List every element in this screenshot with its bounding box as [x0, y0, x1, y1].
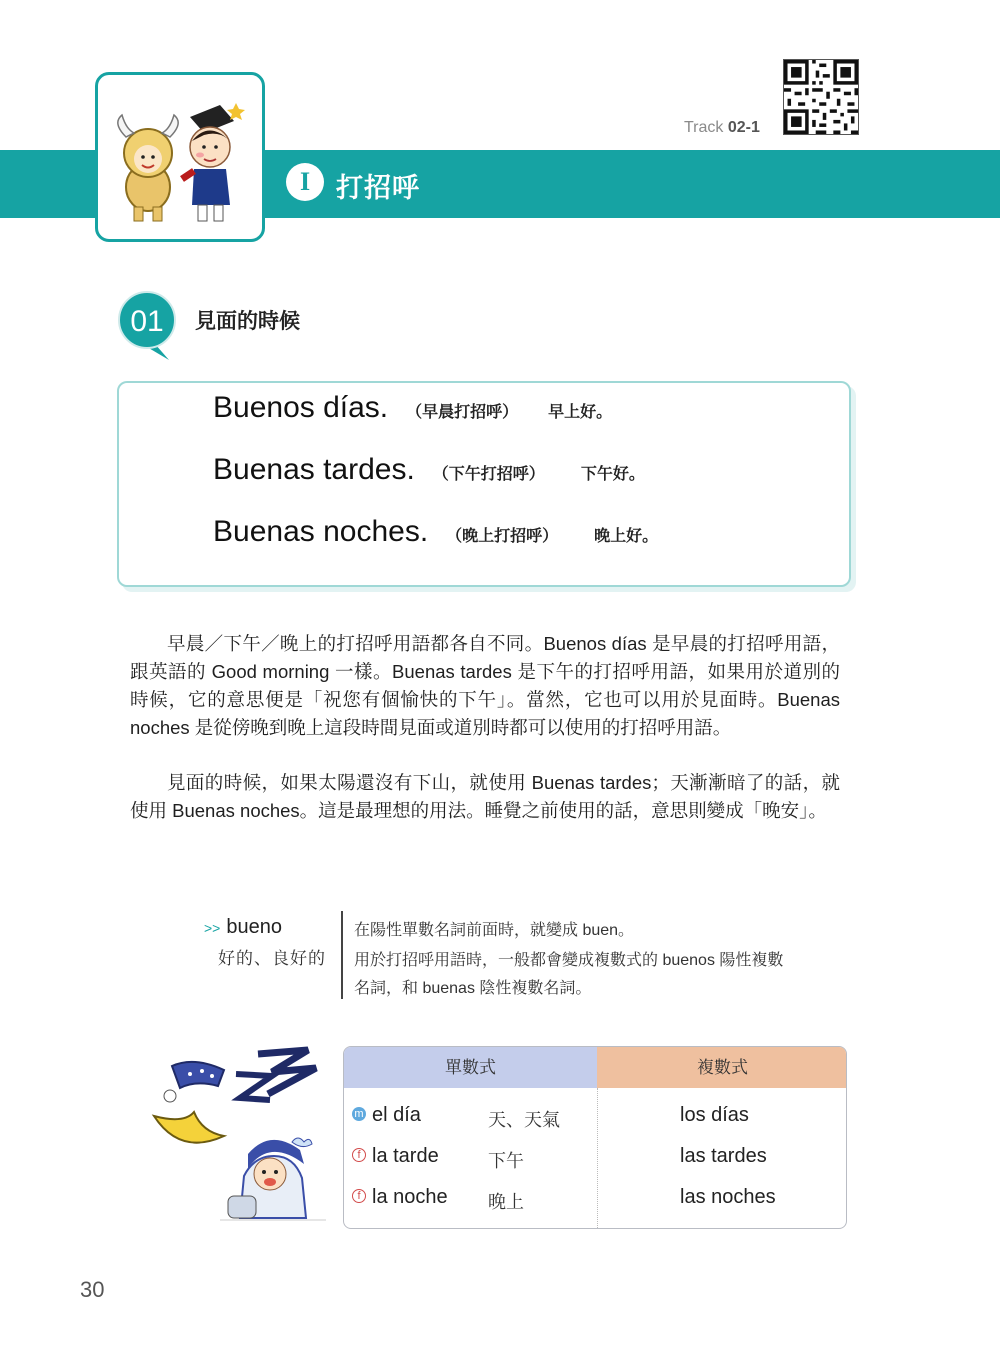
feminine-gender-icon: f: [352, 1189, 366, 1203]
phrase-note: （下午打招呼）: [432, 466, 545, 483]
table-row-plural: los días: [680, 1104, 749, 1126]
qr-code[interactable]: [783, 59, 859, 135]
page-number: 30: [80, 1277, 105, 1302]
phrase-translation: 下午好。: [580, 466, 645, 483]
phrase-translation: 早上好。: [548, 404, 613, 421]
table-header-singular: 單數式: [344, 1047, 597, 1088]
mascot-illustration-frame: [95, 72, 265, 242]
vocab-word: >> bueno: [204, 916, 282, 938]
table-row-meaning: 天、天氣: [488, 1110, 560, 1130]
table-row-singular: f la noche: [352, 1186, 448, 1209]
table-row-plural: las noches: [680, 1186, 776, 1208]
sleeping-moon-illustration: [140, 1046, 330, 1224]
phrase-row: [213, 515, 658, 549]
table-row-singular: m el día: [352, 1104, 421, 1127]
section-numeral-badge: I: [286, 163, 324, 201]
noun-forms-table: [343, 1046, 847, 1229]
table-column-divider: [597, 1088, 598, 1229]
qr-code-icon: [784, 60, 858, 134]
subsection-number: 01: [130, 305, 164, 338]
table-row-plural: las tardes: [680, 1145, 767, 1167]
phrase-note: （早晨打招呼）: [406, 404, 519, 421]
table-row-singular: f la tarde: [352, 1145, 439, 1168]
track-label: Track 02-1: [684, 119, 760, 136]
subsection-title: 見面的時候: [195, 310, 300, 333]
vocab-note-line: 在陽性單數名詞前面時，就變成 buen。: [354, 922, 635, 939]
phrase-note: （晚上打招呼）: [446, 528, 559, 545]
phrase-row: [213, 391, 612, 425]
masculine-gender-icon: m: [352, 1107, 366, 1121]
table-header-plural: 複數式: [597, 1047, 847, 1088]
feminine-gender-icon: f: [352, 1148, 366, 1162]
vocab-arrow-icon: >>: [204, 920, 221, 936]
phrase-spanish: Buenas tardes.: [213, 453, 415, 486]
track-number: 02-1: [727, 119, 760, 136]
vocab-note-line: 用於打招呼用語時，一般都會變成複數式的 buenos 陽性複數: [354, 952, 784, 969]
table-row-meaning: 晚上: [488, 1192, 524, 1212]
vocab-divider: [341, 911, 343, 999]
body-paragraph: 見面的時候，如果太陽還沒有下山，就使用 Buenas tardes；天漸漸暗了的話，就使用 Buenas noches。這是最理想的用法。睡覺之前使用的話，意思則變成「晚安」。: [130, 772, 840, 821]
table-row-meaning: 下午: [488, 1151, 524, 1171]
phrase-spanish: Buenos días.: [213, 391, 389, 424]
phrase-translation: 晚上好。: [594, 528, 659, 545]
phrase-row: [213, 453, 645, 487]
phrase-box: [117, 381, 851, 587]
section-title: 打招呼: [336, 173, 420, 203]
vocab-note-line: 名詞，和 buenas 陰性複數名詞。: [354, 980, 592, 997]
mascot-illustration: [98, 75, 262, 239]
phrase-spanish: Buenas noches.: [213, 515, 429, 548]
subsection-number-badge: [117, 290, 179, 364]
vocab-meaning: 好的、良好的: [218, 949, 326, 968]
body-paragraph: 早晨／下午／晚上的打招呼用語都各自不同。Buenos días 是早晨的打招呼用語，跟英語的 Good morning 一樣。Buenas tardes 是下午的打招呼用語，如果用於道別的時候，它的意思便是「祝您有個愉快的下午」。當然，它也可以用於見面時。Buenas noches 是從傍晚到晚上這段時間見面或道別時都可以使用的打招呼用語。: [130, 633, 840, 738]
